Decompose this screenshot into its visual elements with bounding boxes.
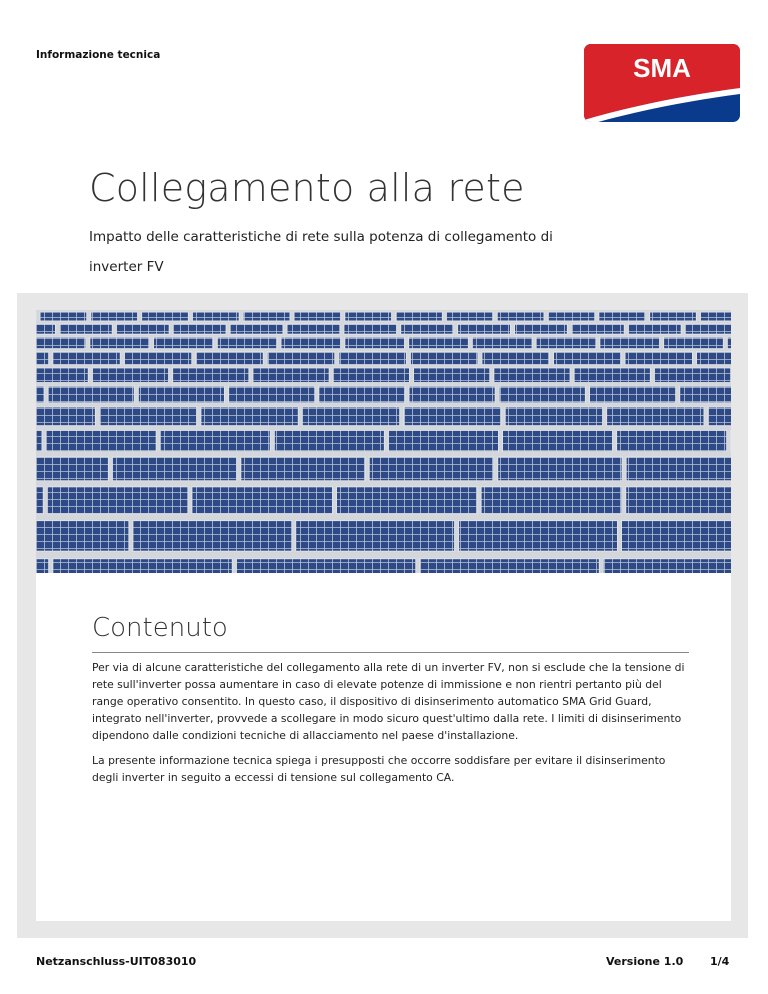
footer-page-number: 1/4 [710,955,730,968]
solar-panel-module [410,352,478,365]
solar-panel-module [414,368,490,383]
page-subtitle: Impatto delle caratteristiche di rete sulla potenza di collegamento di inverter FV [89,229,553,275]
solar-panel-module [241,457,365,481]
solar-panel-module [99,407,196,426]
solar-panels-photo [36,310,731,573]
solar-panel-module [36,386,44,403]
content-heading: Contenuto [92,613,228,643]
content-paragraph-2: La presente informazione tecnica spiega i presupposti che occorre soddisfare per evitare il disinserimento degli inverter in seguito a eccessi di tensione sul collegamento CA. [92,754,666,784]
solar-panel-module [230,324,283,334]
solar-panel-module [459,521,618,552]
solar-panel-module [446,312,493,321]
solar-panel-module [138,386,224,403]
solar-panel-module [548,312,595,321]
solar-panel-module [685,324,731,334]
solar-panel-module [482,352,550,365]
solar-panel-module [494,368,570,383]
solar-panel-module [574,368,650,383]
solar-panel-module [590,386,676,403]
solar-panel-module [116,324,169,334]
solar-panel-module [36,457,108,481]
solar-panel-module [515,324,568,334]
solar-panel-module [173,368,249,383]
solar-panel-module [622,521,732,552]
solar-panel-module [344,324,397,334]
solar-panel-module [420,559,600,573]
solar-panel-module [603,559,731,573]
content-section [36,573,731,921]
solar-panel-module [625,352,693,365]
solar-panel-module [236,559,415,573]
solar-panel-module [600,337,660,349]
solar-panel-module [404,407,501,426]
solar-panel-module [36,559,49,573]
solar-panel-module [46,430,156,451]
solar-panel-module [36,368,88,383]
solar-panel-module [727,337,731,349]
solar-panel-module [36,324,56,334]
solar-panel-module [345,337,405,349]
solar-panel-module [36,487,43,514]
solar-panel-module [274,430,384,451]
content-body [92,659,692,794]
solar-panel-module [697,352,732,365]
solar-panel-module [571,324,624,334]
solar-panel-module [267,352,335,365]
solar-panel-module [53,352,121,365]
solar-panel-module [607,407,704,426]
solar-panel-module [498,457,622,481]
solar-panel-module [680,386,731,403]
sma-logo [584,44,740,122]
solar-panel-module [503,430,613,451]
solar-panel-module [173,324,226,334]
solar-panel-module [36,430,42,451]
solar-panel-module [253,368,329,383]
solar-panel-module [91,312,138,321]
solar-panel-module [294,312,341,321]
solar-panel-module [36,407,95,426]
solar-panel-module [458,324,511,334]
solar-panel-module [626,457,731,481]
solar-panel-module [296,521,455,552]
solar-panel-module [201,407,298,426]
solar-panel-module [40,312,87,321]
page-title: Collegamento alla rete [89,166,525,210]
solar-panel-module [281,337,341,349]
footer-document-id: Netzanschluss-UIT083010 [36,955,197,968]
solar-panel-module [36,337,86,349]
solar-panel-module [664,337,724,349]
solar-panel-module [617,430,727,451]
solar-panel-module [497,312,544,321]
solar-panel-module [112,457,236,481]
solar-panel-module [333,368,409,383]
solar-panel-module [229,386,315,403]
solar-panel-module [90,337,150,349]
solar-panel-module [396,312,443,321]
solar-panel-module [401,324,454,334]
solar-panel-module [243,312,290,321]
solar-panel-module [388,430,498,451]
logo-text: SMA [633,53,691,83]
document-type-label: Informazione tecnica [36,49,161,61]
solar-panel-module [654,368,730,383]
solar-panel-module [700,312,731,321]
solar-panel-module [369,457,493,481]
solar-panel-module [196,352,263,365]
solar-panel-module [505,407,602,426]
solar-panel-module [142,312,189,321]
solar-panel-module [536,337,596,349]
solar-panel-module [337,487,478,514]
solar-panel-module [319,386,405,403]
solar-panel-module [599,312,646,321]
solar-panel-module [133,521,292,552]
solar-panel-module [36,352,49,365]
solar-panel-module [160,430,270,451]
solar-panel-module [217,337,277,349]
solar-panel-module [192,312,239,321]
solar-panel-module [287,324,340,334]
solar-panel-module [554,352,622,365]
solar-panel-module [345,312,392,321]
solar-panel-module [47,487,188,514]
solar-panel-module [192,487,333,514]
solar-panel-module [53,559,233,573]
solar-panel-module [59,324,112,334]
solar-panel-module [628,324,681,334]
solar-panel-module [626,487,731,514]
solar-panel-module [48,386,134,403]
solar-panel-module [339,352,407,365]
solar-panel-module [499,386,585,403]
content-paragraph-1: Per via di alcune caratteristiche del collegamento alla rete di un inverter FV, non si esclude che la tensione di rete sull'inverter possa aumentare in caso di elevate potenze di immissione e non rientri pertanto più del range operativo consentito. In questo caso, il dispositivo di disinserimento automatico SMA Grid Guard, integrato nell'inverter, provvede a scollegare in modo sicuro quest'ultimo dalla rete. I limiti di disinserimento dipendono dalle condizioni tecniche di allacciamento nel paese d'installazione. [92,661,685,742]
solar-panel-module [124,352,192,365]
solar-panel-module [92,368,168,383]
footer-version: Versione 1.0 [606,955,684,968]
solar-panel-module [472,337,532,349]
solar-panel-module [481,487,622,514]
solar-panel-module [36,521,129,552]
heading-divider [92,652,689,653]
solar-panel-module [409,337,469,349]
solar-panel-module [154,337,214,349]
solar-panel-module [409,386,495,403]
solar-panel-module [650,312,697,321]
solar-panel-module [302,407,399,426]
solar-panel-module [708,407,731,426]
